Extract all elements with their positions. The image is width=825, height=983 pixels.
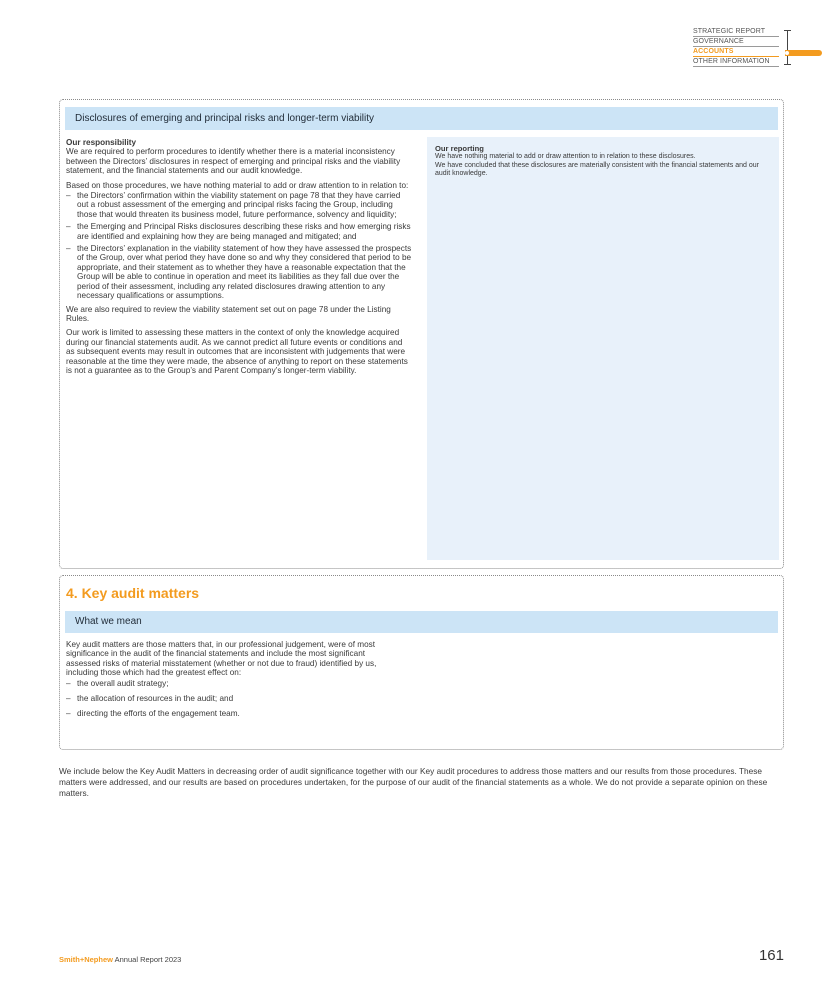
list-item: – the allocation of resources in the audit; and [66,694,396,703]
responsibility-column [66,138,412,380]
report-name: Annual Report 2023 [112,955,182,964]
page-number: 161 [758,947,784,964]
nav-tick-bottom [784,64,791,65]
section-title: 4. Key audit matters [66,585,200,601]
nav-item-other-information[interactable]: OTHER INFORMATION [693,57,779,67]
key-audit-matters-panel [59,575,784,750]
list-item: – the Directors’ confirmation within the viability statement on page 78 that they have carried out a robust assessment of the emerging and principal risks facing the Group, including those that would threaten its business model, future performance, solvency and liquidity; [66,191,412,219]
list-item: – the overall audit strategy; [66,679,396,688]
kam-description-paragraph: We include below the Key Audit Matters in decreasing order of audit significance together with our Key audit procedures to address those matters and our results from those procedures. These matters were addressed, and our results are based on procedures undertaken, for the purpose of our audit of the financial statements as a whole. We do not provide a separate opinion on these matters. [59,766,768,799]
nav-item-accounts[interactable]: ACCOUNTS [693,47,779,57]
nav-active-dot [785,51,789,55]
list-item: – the Emerging and Principal Risks disclosures describing these risks and how emerging risks are identified and explaining how they are being managed and mitigated; and [66,222,412,241]
responsibility-paragraph-4: Our work is limited to assessing these matters in the context of only the knowledge acquired during our financial statements audit. As we cannot predict all future events or conditions and as subsequent events may result in outcomes that are inconsistent with judgements that were reasonable at the time they were made, the absence of anything to report on these statements is not a guarantee as to the Group’s and Parent Company’s longer-term viability. [66,328,408,375]
nav-active-marker [785,50,822,56]
reporting-paragraph-1: We have nothing material to add or draw attention to in relation to these disclosures. [435,153,696,161]
nav-tick-top [784,30,791,31]
kam-text [66,640,396,722]
responsibility-bullets [66,191,412,300]
reporting-box [427,137,779,560]
brand-name: Smith+Nephew [59,955,113,964]
reporting-title: Our reporting [435,144,484,153]
responsibility-title: Our responsibility [66,138,137,147]
what-we-mean-heading: What we mean [65,611,778,633]
responsibility-paragraph-1: We are required to perform procedures to identify whether there is a material inconsistency between the Directors’ disclosures in respect of emerging and principal risks and the viability statement, and the financial statements and our audit knowledge. [66,147,401,176]
responsibility-paragraph-2: Based on those procedures, we have nothing material to add or draw attention to in relation to: [66,180,409,190]
list-item: – the Directors’ explanation in the viability statement of how they have assessed the prospects of the Group, over what period they have done so and why they considered that period to be appropriate, and their statement as to whether they have a reasonable expectation that the Group will be able to continue in operation and meet its liabilities as they fall due over the period of their assessment, including any related disclosures drawing attention to any necessary qualifications or assumptions. [66,244,412,300]
nav-item-governance[interactable]: GOVERNANCE [693,37,779,47]
section-nav [693,27,779,67]
kam-bullets [66,679,396,719]
nav-item-strategic-report[interactable]: STRATEGIC REPORT [693,27,779,37]
viability-panel [59,99,784,569]
nav-rail [787,30,788,65]
kam-intro: Key audit matters are those matters that, in our professional judgement, were of most significance in the audit of the financial statements and include the most significant assessed risks of material misstatement (whether or not due to fraud) identified by us, including those which had the greatest effect on: [66,640,377,678]
footer [59,955,181,964]
responsibility-paragraph-3: We are also required to review the viability statement set out on page 78 under the Listing Rules. [66,304,391,323]
reporting-paragraph-2: We have concluded that these disclosures are materially consistent with the financial statements and our audit knowledge. [435,161,759,178]
viability-heading: Disclosures of emerging and principal risks and longer-term viability [65,107,778,130]
list-item: – directing the efforts of the engagement team. [66,709,396,718]
